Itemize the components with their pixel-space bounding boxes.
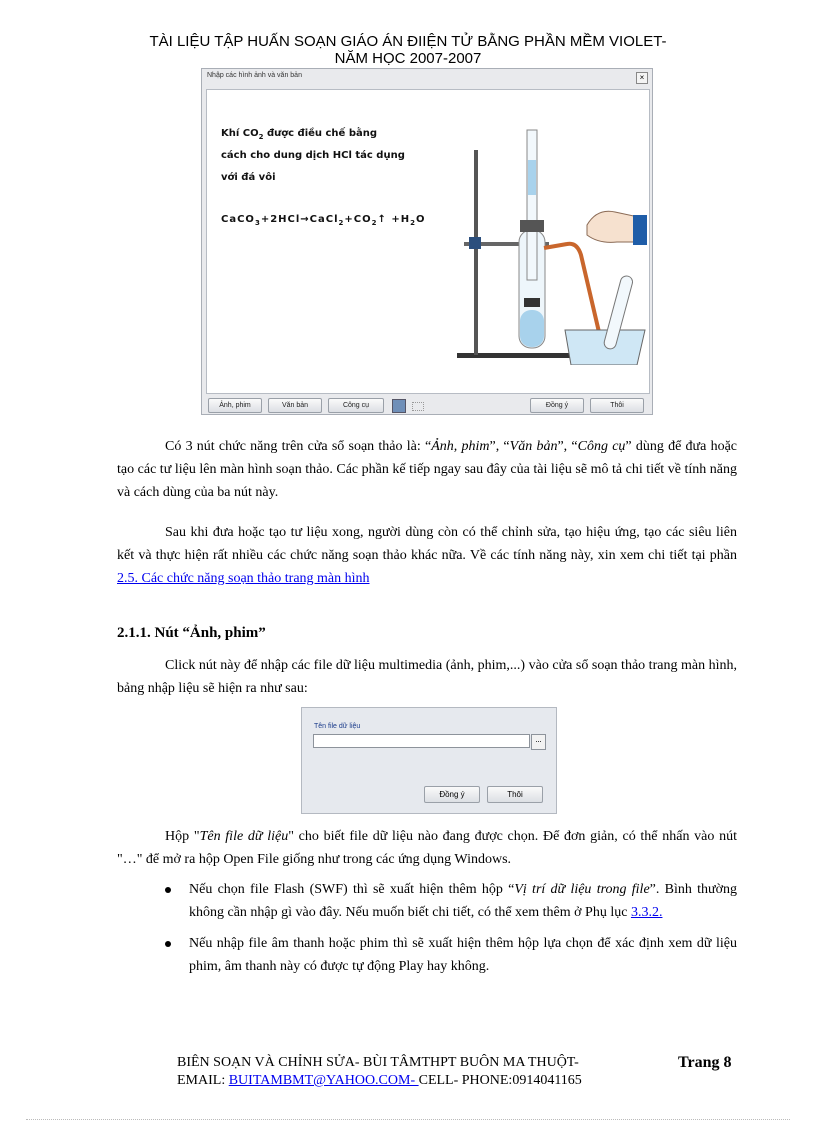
paragraph-1: Có 3 nút chức năng trên cửa sổ soạn thảo là: “Ảnh, phim”, “Văn bản”, “Công cụ” dùng để đưa hoặc tạo các tư liệu lên màn hình soạn thảo. Các phần kế tiếp ngay sau đây của tài liệu sẽ mô tả chi tiết về tính năng và cách dùng của ba nút này. <box>117 439 737 500</box>
footer-line2: EMAIL: BUITAMBMT@YAHOO.COM- CELL- PHONE:0914041165 <box>177 1073 582 1088</box>
browse-button[interactable]: ... <box>531 734 546 750</box>
file-name-input[interactable] <box>313 734 530 748</box>
dialog-cancel-button[interactable]: Thôi <box>487 786 543 803</box>
page-number: Trang 8 <box>678 1054 732 1071</box>
canvas-text-line3: với đá vôi <box>221 172 276 183</box>
file-data-dialog <box>301 707 557 814</box>
bullet-icon <box>165 887 171 893</box>
chemical-equation: $CaCO_3+2HCl\to CaCl_2+CO_2↑ +H_2O$ <box>221 214 426 227</box>
paragraph-2: Sau khi đưa hoặc tạo tư liệu xong, người dùng còn có thể chỉnh sửa, tạo hiệu ứng, tạo các siêu liên kết và thực hiện rất nhiều các chức năng soạn thảo khác nữa. Về các tính năng này, xin xem chi tiết tại phần 2.5. Các chức năng soạn thảo trang màn hình <box>117 525 737 586</box>
grid-icon[interactable] <box>412 402 424 411</box>
editor-canvas <box>206 89 650 394</box>
list-item: Nếu chọn file Flash (SWF) thì sẽ xuất hiện thêm hộp “Vị trí dữ liệu trong file”. Bình thường không cần nhập gì vào đây. Nếu muốn biết chi tiết, có thể xem thêm ở Phụ lục 3.3.2. <box>117 878 737 924</box>
cong-cu-button[interactable]: Công cụ <box>328 398 384 413</box>
canvas-text-line2: cách cho dung dịch HCl tác dụng <box>221 150 405 161</box>
stand-clamp-knob <box>469 237 481 249</box>
canvas-text-line1: Khí $CO_2$ được điều chế bằng <box>221 128 378 141</box>
section-heading: 2.1.1. Nút “Ảnh, phim” <box>117 625 266 641</box>
stopper <box>520 220 544 232</box>
footer-text <box>177 1054 582 1090</box>
bullet-list <box>117 878 737 986</box>
editor-window-title: Nhập các hình ảnh và văn bản <box>207 72 302 79</box>
water-trough <box>565 330 645 365</box>
sleeve <box>633 215 647 245</box>
file-name-label: Tên file dữ liệu <box>314 723 361 730</box>
van-ban-button[interactable]: Văn bản <box>268 398 322 413</box>
funnel-tube <box>527 130 537 280</box>
dialog-ok-button[interactable]: Đồng ý <box>424 786 480 803</box>
test-tube-liquid <box>520 310 544 347</box>
document-header-line1: TÀI LIỆU TẬP HUẤN SOẠN GIÁO ÁN ĐIIỆN TỬ BẰNG PHẦN MỀM VIOLET- <box>149 33 667 50</box>
list-item: Nếu nhập file âm thanh hoặc phim thì sẽ xuất hiện thêm hộp lựa chọn để xác định xem dữ liệu phim, âm thanh này có được tự động Play hay không. <box>117 932 737 978</box>
editor-window <box>201 68 653 415</box>
paragraph-4: Hộp "Tên file dữ liệu" cho biết file dữ liệu nào đang được chọn. Để đơn giản, có thể nhấn vào nút "…" để mở ra hộp Open File giống như trong các ứng dụng Windows. <box>117 829 738 867</box>
settings-icon[interactable] <box>392 399 406 413</box>
marble-chips <box>524 298 540 307</box>
lab-apparatus-illustration <box>447 120 647 365</box>
footer-line1: BIÊN SOẠN VÀ CHỈNH SỬA- BÙI TÂMTHPT BUÔN MA THUỘT- <box>177 1055 579 1070</box>
document-header-line2: NĂM HỌC 2007-2007 <box>334 50 482 67</box>
paragraph-3: Click nút này để nhập các file dữ liệu multimedia (ảnh, phim,...) vào cửa sổ soạn thảo trang màn hình, bảng nhập liệu sẽ hiện ra như sau: <box>117 658 737 696</box>
page-bottom-divider <box>26 1119 790 1120</box>
dong-y-button[interactable]: Đồng ý <box>530 398 584 413</box>
close-icon[interactable]: × <box>636 72 648 84</box>
section-2-5-link[interactable]: 2.5. Các chức năng soạn thảo trang màn hình <box>117 571 370 586</box>
appendix-3-3-2-link[interactable]: 3.3.2. <box>630 905 663 920</box>
anh-phim-button[interactable]: Ảnh, phim <box>208 398 262 413</box>
bullet-icon <box>165 941 171 947</box>
funnel-liquid <box>528 160 536 195</box>
email-link[interactable]: BUITAMBMT@YAHOO.COM- <box>228 1073 419 1088</box>
stand-rod <box>474 150 478 355</box>
thoi-button[interactable]: Thôi <box>590 398 644 413</box>
